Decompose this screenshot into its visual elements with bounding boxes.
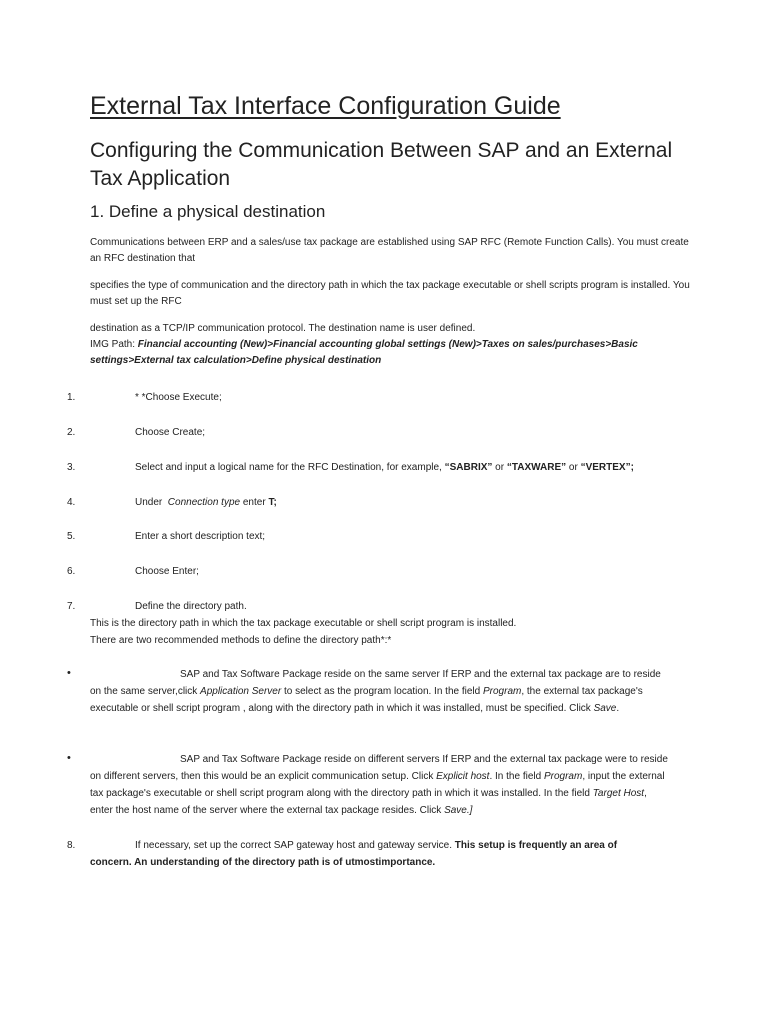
bullet-icon: • — [67, 752, 71, 764]
connection-type-value: T; — [268, 497, 277, 508]
step-text: * *Choose Execute; — [135, 392, 222, 403]
step-number: 5. — [67, 531, 76, 542]
step-number: 6. — [67, 566, 76, 577]
intro-paragraph-1: Communications between ERP and a sales/use tax package are established using SAP RFC (Remote Function Calls). You must create an RFC destination that — [90, 237, 689, 264]
step-text: Under Connection type enter T; — [135, 497, 277, 508]
application-server-term: Application Server — [200, 686, 282, 697]
step-number: 3. — [67, 462, 76, 473]
target-host-term: Target Host — [592, 788, 645, 799]
section-heading: 1. Define a physical destination — [90, 202, 326, 221]
step-text: Enter a short description text; — [135, 531, 266, 542]
step-number: 2. — [67, 427, 76, 438]
img-path-label: IMG Path: — [90, 339, 138, 350]
program-term: Program — [482, 686, 522, 697]
step-7-detail-1: This is the directory path in which the tax package executable or shell script program is installed. — [90, 618, 517, 629]
example-sabrix: “SABRIX” — [444, 462, 493, 473]
bullet-text: SAP and Tax Software Package reside on the same server If ERP and the external tax package are to reside on the same server,click Application Server to select as the program location. In the field Program, the external tax package's executable or shell script program , along with the directory path in which it was installed, must be specified. Click Save. — [90, 669, 661, 714]
step-number: 7. — [67, 601, 76, 612]
program-term: Program — [543, 771, 583, 782]
connection-type-term: Connection type — [167, 497, 241, 508]
step-number: 4. — [67, 497, 76, 508]
step-text: Choose Create; — [135, 427, 206, 438]
step-text: Choose Enter; — [135, 566, 199, 577]
step-8-emphasis: This setup is frequently an area of concern. An understanding of the directory path is of utmostimportance. — [90, 840, 618, 868]
step-text: If necessary, set up the correct SAP gateway host and gateway service. This setup is frequently an area of concern. An understanding of the directory path is of utmostimportance. — [90, 840, 618, 868]
step-number: 1. — [67, 392, 76, 403]
step-7-detail-2: There are two recommended methods to define the directory path*:* — [90, 635, 392, 646]
document-title: External Tax Interface Configuration Guide — [90, 92, 561, 120]
img-path-value: Financial accounting (New)>Financial accounting global settings (New)>Taxes on sales/purchases>Basic settings>External tax calculation>Define physical destination — [90, 339, 638, 366]
example-taxware: “TAXWARE” — [506, 462, 567, 473]
save-term: Save — [593, 703, 617, 714]
document-subtitle: Configuring the Communication Between SAP and an External Tax Application — [90, 139, 673, 190]
example-vertex: “VERTEX”; — [580, 462, 634, 473]
step-text: Define the directory path. — [135, 601, 247, 612]
intro-paragraph-3 — [90, 321, 690, 369]
explicit-host-term: Explicit host — [436, 771, 490, 782]
step-text: Select and input a logical name for the RFC Destination, for example, “SABRIX” or “TAXWARE” or “VERTEX”; — [135, 462, 634, 473]
step-number: 8. — [67, 840, 76, 851]
destination-text: destination as a TCP/IP communication protocol. The destination name is user defined. — [90, 323, 476, 334]
intro-paragraph-2: specifies the type of communication and the directory path in which the tax package executable or shell scripts program is installed. You must set up the RFC — [90, 280, 690, 307]
bullet-icon: • — [67, 667, 71, 679]
save-term: Save.] — [444, 805, 473, 816]
bullet-text: SAP and Tax Software Package reside on different servers If ERP and the external tax package were to reside on different servers, then this would be an explicit communication setup. Click Explicit host. In the field Program, input the external tax package's executable or shell script program along with the directory path in which it was installed. In the field Target Host, enter the host name of the server where the external tax package resides. Click Save.] — [90, 754, 668, 816]
